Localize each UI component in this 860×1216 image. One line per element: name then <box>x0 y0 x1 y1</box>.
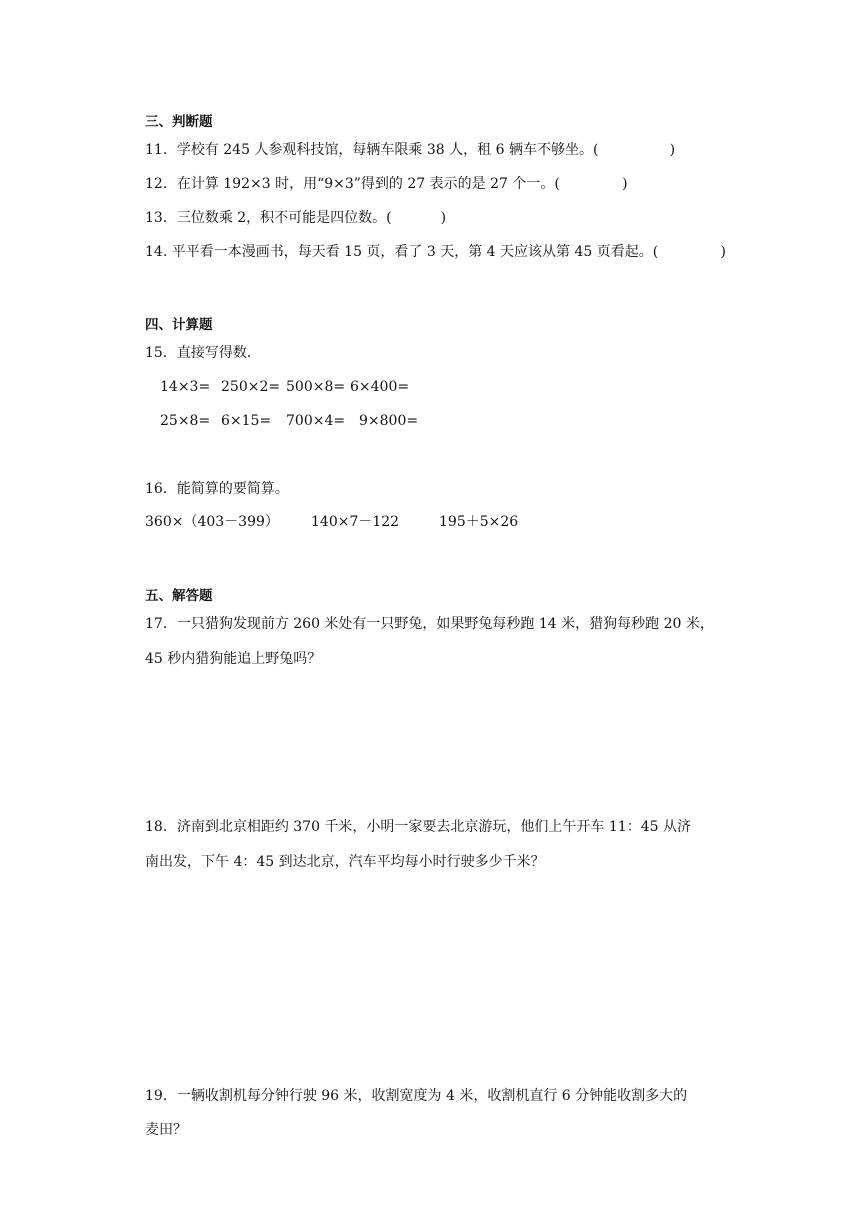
question-16: 16．能简算的要简算。 <box>145 481 289 497</box>
calc-item: 25×8= <box>160 413 211 429</box>
question-15: 15．直接写得数． <box>145 345 261 361</box>
calc-item: 500×8= <box>286 379 346 395</box>
calc-item: 700×4= <box>286 413 346 429</box>
simplify-item: 140×7－122 <box>311 514 400 530</box>
question-11: 11．学校有 245 人参观科技馆，每辆车限乘 38 人，租 6 辆车不够坐。( ) <box>145 142 676 158</box>
calc-item: 9×800= <box>359 413 419 429</box>
simplify-item: 195＋5×26 <box>439 514 519 530</box>
question-19-line-2: 麦田？ <box>145 1122 187 1138</box>
question-14: 14. 平平看一本漫画书，每天看 15 页，看了 3 天，第 4 天应该从第 45 页看起。( ) <box>145 244 726 260</box>
calc-item: 14×3= <box>160 379 211 395</box>
calc-item: 6×15= <box>221 413 272 429</box>
section-title-calculation: 四、计算题 <box>145 317 213 333</box>
question-17-line-1: 17．一只猎狗发现前方 260 米处有一只野兔，如果野兔每秒跑 14 米，猎狗每秒跑 20 米， <box>145 616 714 632</box>
question-17-line-2: 45 秒内猎狗能追上野兔吗？ <box>145 651 322 667</box>
calc-item: 6×400= <box>350 379 410 395</box>
section-title-judgment: 三、判断题 <box>145 114 213 130</box>
question-18-line-2: 南出发，下午 4：45 到达北京，汽车平均每小时行驶多少千米？ <box>145 854 545 870</box>
simplify-item: 360×（403－399） <box>145 514 279 530</box>
question-12: 12．在计算 192×3 时，用“9×3”得到的 27 表示的是 27 个一。( ) <box>145 176 628 192</box>
question-18-line-1: 18．济南到北京相距约 370 千米，小明一家要去北京游玩，他们上午开车 11：45 从济 <box>145 819 691 835</box>
calc-item: 250×2= <box>221 379 281 395</box>
question-13: 13．三位数乘 2，积不可能是四位数。( ) <box>145 210 447 226</box>
question-19-line-1: 19．一辆收割机每分钟行驶 96 米，收割宽度为 4 米，收割机直行 6 分钟能收割多大的 <box>145 1088 688 1104</box>
section-title-solutions: 五、解答题 <box>145 588 213 604</box>
